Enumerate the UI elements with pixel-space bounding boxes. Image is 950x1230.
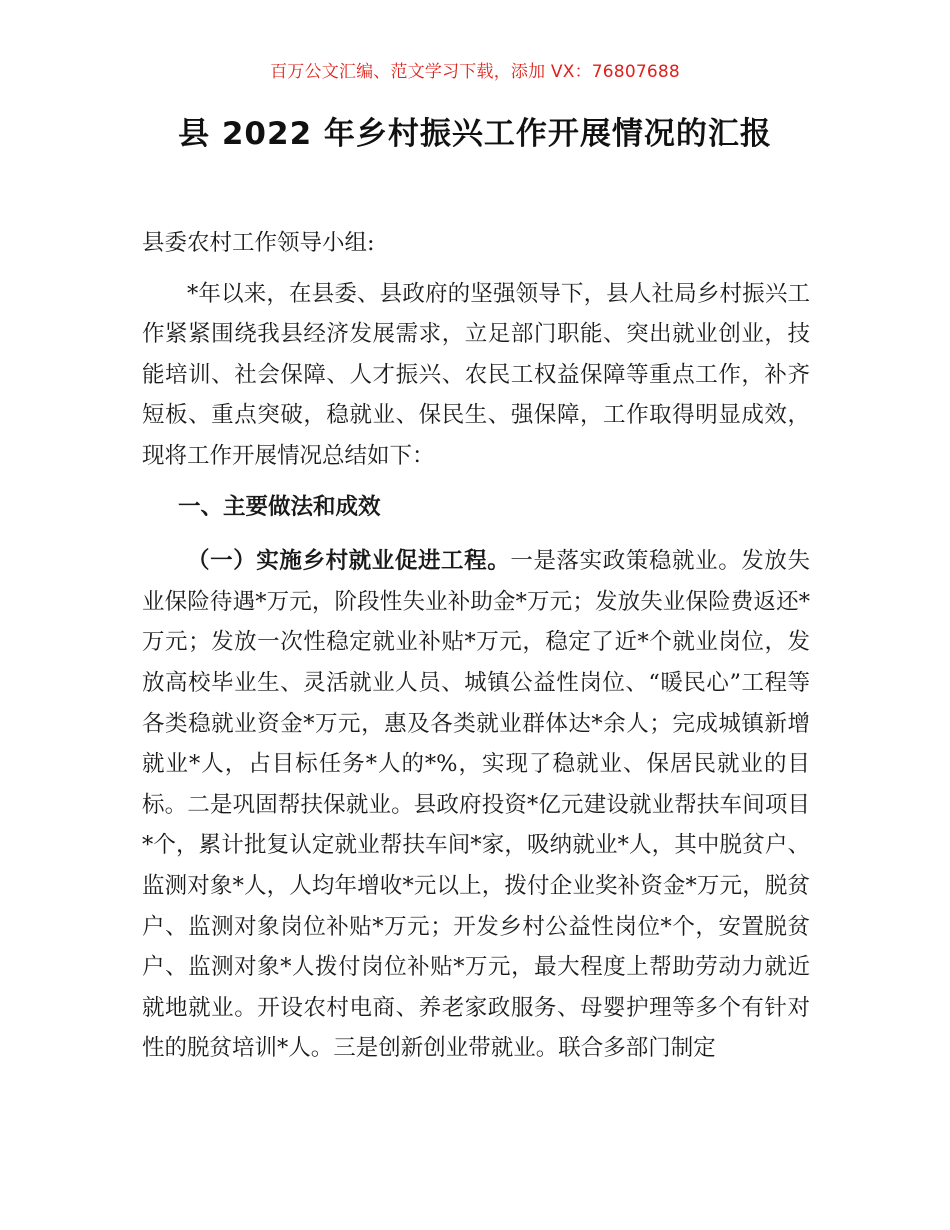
document-body [142, 223, 810, 1073]
salutation: 县委农村工作领导小组: [142, 230, 375, 256]
section-heading: 一、主要做法和成效 [178, 493, 381, 520]
subsection-paragraph [142, 541, 810, 1069]
watermark-banner: 百万公文汇编、范文学习下载，添加 VX：76807688 [270, 62, 680, 82]
intro-paragraph: *年以来，在县委、县政府的坚强领导下，县人社局乡村振兴工作紧紧围绕我县经济发展需求，立足部门职能、突出就业创业，技能培训、社会保障、人才振兴、农民工权益保障等重点工作，补齐短板、重点突破，稳就业、保民生、强保障，工作取得明显成效，现将工作开展情况总结如下： [142, 280, 810, 469]
subsection-lead: （一）实施乡村就业促进工程。 [187, 548, 511, 575]
page-title: 县 2022 年乡村振兴工作开展情况的汇报 [178, 116, 772, 152]
subsection-text: 一是落实政策稳就业。发放失业保险待遇*万元，阶段性失业补助金*万元；发放失业保险费返还*万元；发放一次性稳定就业补贴*万元，稳定了近*个就业岗位，发放高校毕业生、灵活就业人员、城镇公益性岗位、“暖民心”工程等各类稳就业资金*万元，惠及各类就业群体达*余人；完成城镇新增就业*人，占目标任务*人的*%，实现了稳就业、保居民就业的目标。二是巩固帮扶保就业。县政府投资*亿元建设就业帮扶车间项目*个，累计批复认定就业帮扶车间*家，吸纳就业*人，其中脱贫户、监测对象*人，人均年增收*元以上，拨付企业奖补资金*万元，脱贫户、监测对象岗位补贴*万元；开发乡村公益性岗位*个，安置脱贫户、监测对象*人拨付岗位补贴*万元，最大程度上帮助劳动力就近就地就业。开设农村电商、养老家政服务、母婴护理等多个有针对性的脱贫培训*人。三是创新创业带就业。联合多部门制定 [142, 548, 810, 1062]
